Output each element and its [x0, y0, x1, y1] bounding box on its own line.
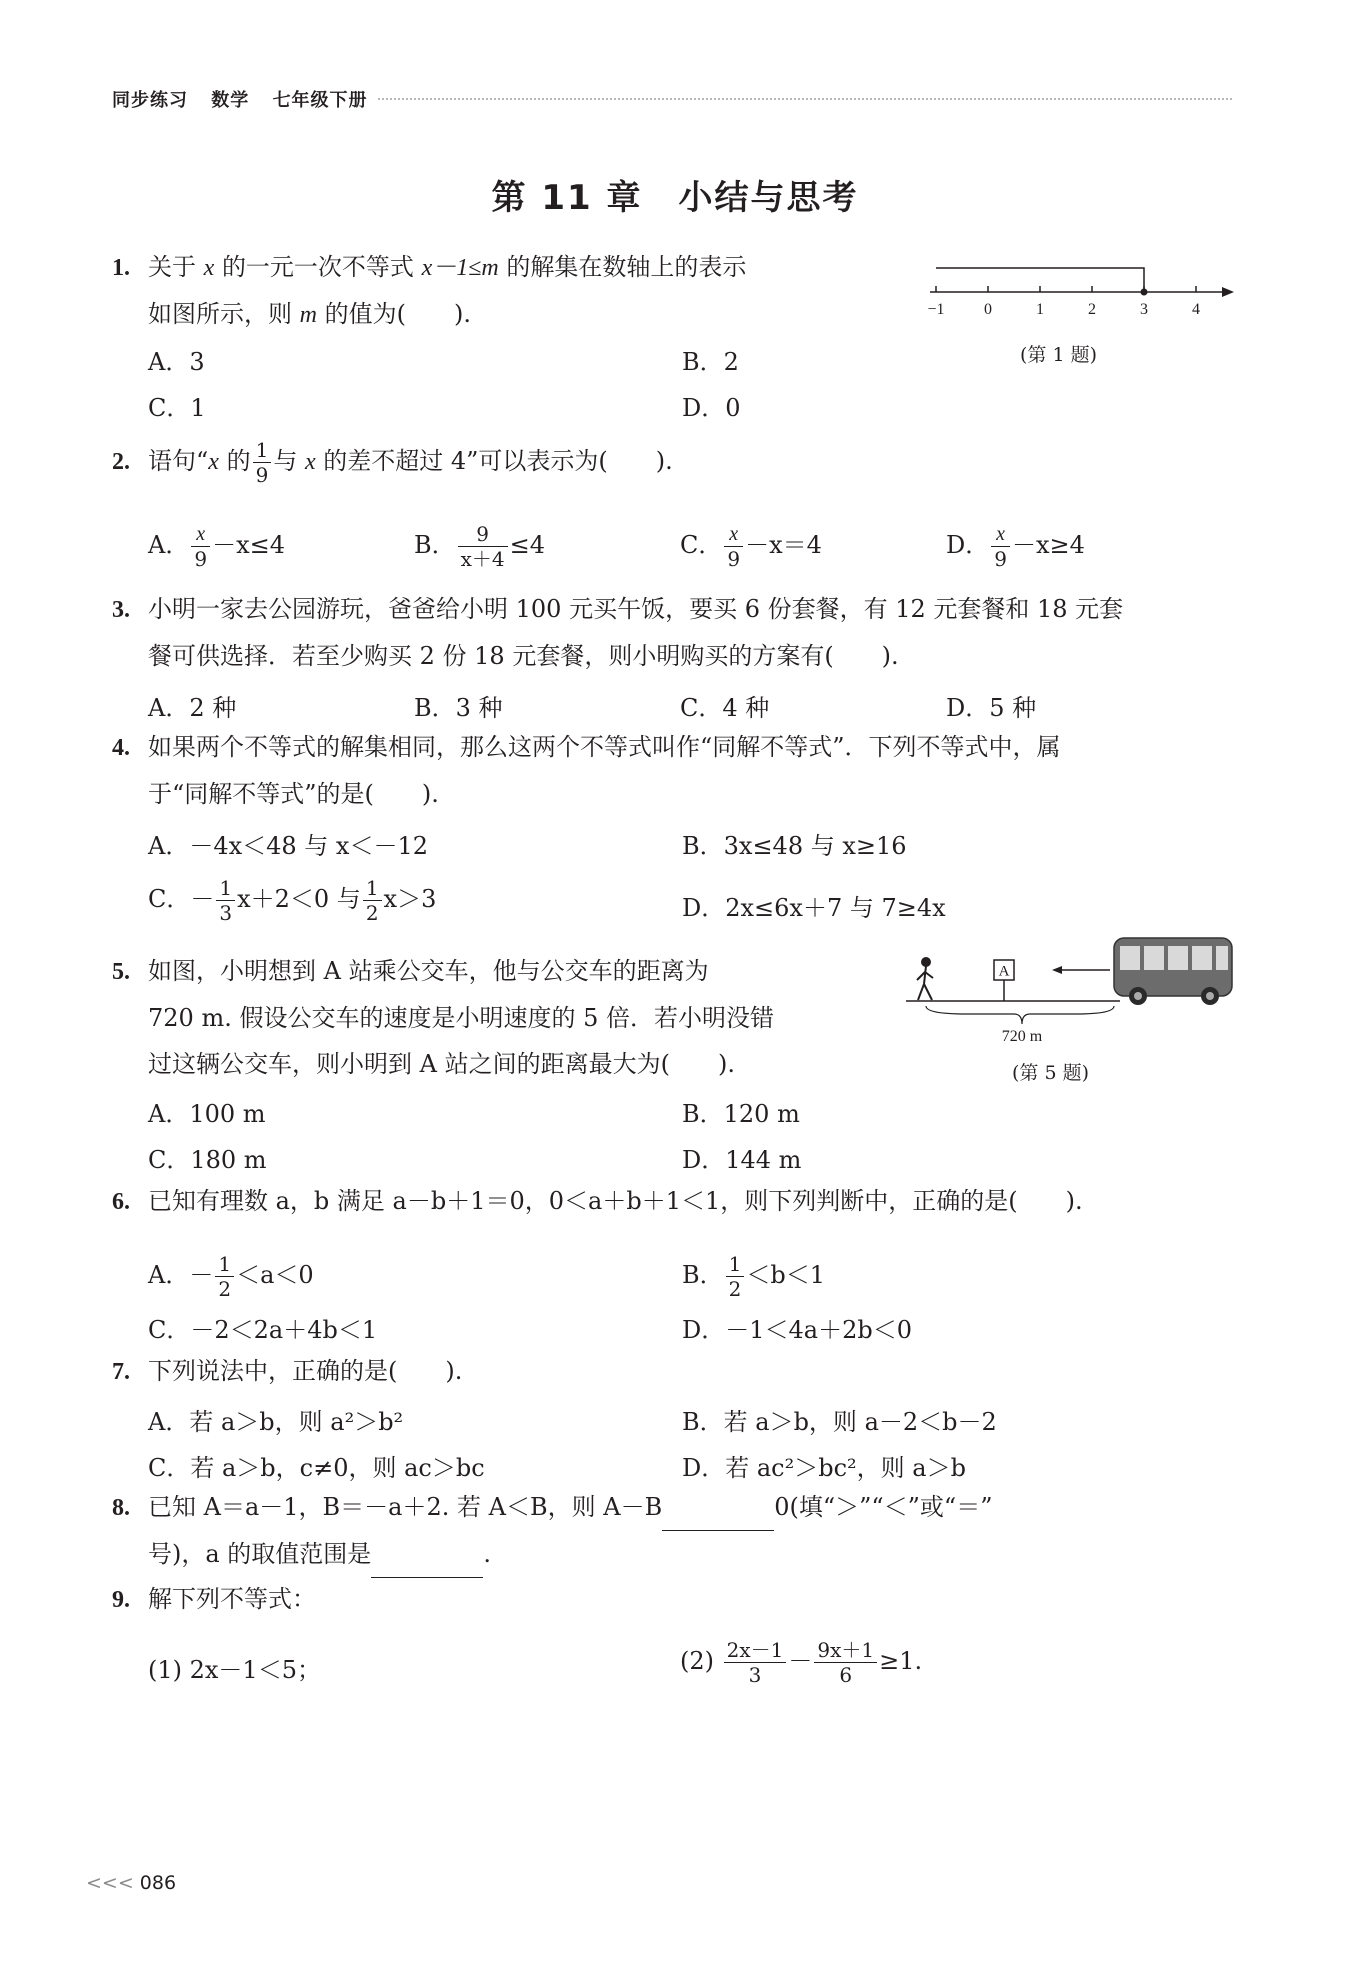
q2-text: 的: [226, 447, 251, 475]
header-grade: 七年级下册: [272, 90, 368, 111]
fraction-numerator: 1: [363, 876, 382, 901]
option-label: C．－: [148, 885, 215, 913]
question-number: 1.: [112, 255, 130, 281]
number-line-tick-label: 2: [1088, 301, 1096, 318]
number-line-tick-label: 4: [1192, 301, 1200, 318]
question-4: [112, 724, 1061, 817]
running-header: [112, 86, 384, 112]
option-label: A．: [148, 531, 190, 559]
question-number: 7.: [112, 1359, 130, 1385]
header-subject: 数学: [211, 90, 250, 111]
q4-line1: [112, 724, 1061, 771]
bus-stop-figure: [906, 928, 1240, 1048]
option-fraction: [458, 522, 508, 571]
number-line-tick-label: 0: [984, 301, 992, 318]
number-line-figure: [900, 252, 1240, 332]
q2-text: 与: [273, 447, 298, 475]
question-number: 8.: [112, 1495, 130, 1521]
fraction-denominator: 3: [748, 1663, 762, 1687]
option-fraction: [991, 522, 1010, 571]
q3-option-a: A．2 种: [148, 694, 237, 722]
fraction-denominator: 2: [365, 901, 379, 925]
fraction-numerator: 2x－1: [724, 1638, 787, 1663]
fraction-numerator: 1: [216, 876, 235, 901]
q4-option-b: B．3x≤48 与 x≥16: [682, 832, 907, 860]
option-tail: ＜b＜1: [746, 1261, 826, 1289]
distance-label: 720 m: [1001, 1028, 1043, 1045]
q5-option-b: B．120 m: [682, 1100, 800, 1128]
page-title: 第 11 章 小结与思考: [491, 178, 859, 218]
q1-var: x: [203, 255, 215, 281]
option-fraction: [726, 1252, 745, 1301]
q6-option-a: [148, 1252, 314, 1301]
q4-option-a: A．－4x＜48 与 x＜－12: [148, 832, 429, 860]
chevrons-left-icon: <<<: [86, 1872, 134, 1894]
q2-fraction: [253, 438, 272, 487]
q8-text: 号)，a 的取值范围是: [148, 1540, 372, 1568]
question-2: [112, 438, 673, 487]
option-label: C．: [680, 531, 723, 559]
q1-expression: x－1≤m: [421, 255, 499, 281]
q1-option-b: B．2: [682, 348, 739, 376]
header-series: 同步练习: [112, 90, 188, 111]
option-label: A．－: [148, 1261, 214, 1289]
option-tail: －x＝4: [745, 531, 822, 559]
walking-person-icon: [917, 958, 933, 1000]
q4-option-d: D．2x≤6x＋7 与 7≥4x: [682, 894, 946, 922]
question-number: 5.: [112, 959, 130, 985]
fraction-numerator: x: [191, 522, 210, 547]
question-number: 4.: [112, 735, 130, 761]
q5-option-a: A．100 m: [148, 1100, 266, 1128]
fraction-numerator: 9x＋1: [814, 1638, 877, 1663]
q4-text: 如果两个不等式的解集相同，那么这两个不等式叫作“同解不等式”．下列不等式中，属: [148, 733, 1061, 761]
q6-text: 已知有理数 a，b 满足 a－b＋1＝0，0＜a＋b＋1＜1，则下列判断中，正确的是( ).: [148, 1187, 1083, 1215]
minus-sign: －: [788, 1647, 813, 1675]
q1-option-a: A．3: [148, 348, 205, 376]
option-tail: －x≤4: [212, 531, 285, 559]
option-fraction: [363, 876, 382, 925]
question-5: [112, 948, 774, 1087]
q5-option-c: C．180 m: [148, 1146, 267, 1174]
option-label: B．: [682, 1261, 724, 1289]
q5-line3: 过这辆公交车，则小明到 A 站之间的距离最大为( ).: [148, 1050, 735, 1078]
q1-var: m: [299, 302, 317, 328]
number-line-tick-label: 3: [1140, 301, 1148, 318]
page-number: [86, 1872, 176, 1894]
bus-icon: [1114, 938, 1232, 1005]
option-text: x＋2＜0 与: [237, 885, 361, 913]
fraction-denominator: 2: [728, 1277, 742, 1301]
q3-option-d: D．5 种: [946, 694, 1037, 722]
bus-direction-arrowhead: [1052, 966, 1062, 974]
q3-line2: 餐可供选择．若至少购买 2 份 18 元套餐，则小明购买的方案有( ).: [148, 642, 899, 670]
number-line-tick-label: 1: [1036, 301, 1044, 318]
q8-text: .: [483, 1540, 491, 1568]
fraction-denominator: 2: [218, 1277, 232, 1301]
q1-text: 的值为( ).: [324, 300, 471, 328]
q2-var: x: [208, 449, 219, 475]
q2-option-d: [946, 522, 1085, 571]
option-tail: ≤4: [509, 531, 546, 559]
q3-line1: [112, 586, 1123, 633]
q1-text: 的一元一次不等式: [221, 253, 414, 281]
q5-text: 如图，小明想到 A 站乘公交车，他与公交车的距离为: [148, 957, 709, 985]
q2-text: 的差不超过 4”可以表示为( ).: [323, 447, 673, 475]
q2-var: x: [304, 449, 316, 475]
number-line-arrow: [1222, 287, 1234, 297]
answer-blank[interactable]: [371, 1531, 483, 1578]
q1-option-c: C．1: [148, 394, 206, 422]
distance-brace: [926, 1006, 1114, 1024]
q9-part-1: (1) 2x－1＜5；: [148, 1656, 321, 1684]
option-label: D．: [946, 531, 990, 559]
q1-text: 关于: [148, 253, 196, 281]
bus-stop-label: A: [998, 963, 1010, 980]
q6-option-b: [682, 1252, 825, 1301]
q7-option-c: C．若 a＞b，c≠0，则 ac＞bc: [148, 1454, 485, 1482]
option-label: B．: [414, 531, 456, 559]
q5-option-d: D．144 m: [682, 1146, 802, 1174]
q9-part-2: [680, 1638, 922, 1687]
question-9: [112, 1576, 316, 1623]
q1-text: 如图所示，则: [148, 300, 292, 328]
part-fraction: [724, 1638, 787, 1687]
question-7: [112, 1348, 462, 1395]
fraction-denominator: 9: [194, 547, 208, 571]
option-fraction: [216, 876, 235, 925]
q4-line2: 于“同解不等式”的是( ).: [148, 780, 439, 808]
q8-text: 0(填“＞”“＜”或“＝”: [774, 1493, 993, 1521]
fraction-denominator: 9: [255, 463, 269, 487]
fraction-numerator: 1: [253, 438, 272, 463]
fraction-denominator: 9: [994, 547, 1007, 571]
q4-option-c: [148, 876, 436, 925]
q7-text: 下列说法中，正确的是( ).: [148, 1357, 463, 1385]
q8-text: 已知 A＝a－1，B＝－a＋2. 若 A＜B，则 A－B: [148, 1493, 663, 1521]
option-tail: ＜a＜0: [236, 1261, 314, 1289]
q2-option-c: [680, 522, 822, 571]
q5-figure-caption: (第 5 题): [1012, 1062, 1089, 1084]
question-3: [112, 586, 1123, 679]
fraction-numerator: 1: [215, 1252, 234, 1277]
q6-option-c: C．－2＜2a＋4b＜1: [148, 1316, 378, 1344]
q5-line2: 720 m. 假设公交车的速度是小明速度的 5 倍．若小明没错: [148, 1004, 774, 1032]
q7-option-a: A．若 a＞b，则 a²＞b²: [148, 1408, 404, 1436]
q9-text: 解下列不等式：: [148, 1585, 316, 1613]
q1-line2: [112, 291, 746, 338]
q8-line1: [112, 1484, 992, 1531]
question-6: [112, 1178, 1083, 1225]
answer-blank[interactable]: [662, 1484, 774, 1531]
q2-option-b: [414, 522, 545, 571]
option-fraction: [215, 1252, 234, 1301]
question-number: 9.: [112, 1587, 130, 1613]
option-tail: －x≥4: [1011, 531, 1085, 559]
question-number: 3.: [112, 597, 130, 623]
page-number-text: 086: [139, 1872, 177, 1894]
q1-option-d: D．0: [682, 394, 741, 422]
solution-endpoint-dot: [1141, 289, 1148, 296]
header-divider: [378, 98, 1232, 100]
fraction-denominator: 3: [219, 901, 233, 925]
fraction-denominator: 9: [727, 547, 741, 571]
q3-option-b: B．3 种: [414, 694, 503, 722]
q6-option-d: D．－1＜4a＋2b＜0: [682, 1316, 912, 1344]
q7-option-d: D．若 ac²＞bc²，则 a＞b: [682, 1454, 966, 1482]
q1-line1: [112, 244, 746, 291]
q2-text: 语句“: [148, 447, 209, 475]
option-tail: x＞3: [383, 885, 437, 913]
question-number: 2.: [112, 449, 130, 475]
option-fraction: [191, 522, 210, 571]
question-8: [112, 1484, 992, 1578]
fraction-numerator: x: [991, 522, 1010, 547]
option-fraction: [724, 522, 743, 571]
q1-figure-caption: (第 1 题): [1020, 344, 1097, 366]
part-label: (2): [680, 1647, 714, 1675]
q8-line2: [112, 1531, 992, 1578]
fraction-denominator: 6: [839, 1663, 853, 1687]
fraction-numerator: 9: [458, 522, 508, 547]
question-number: 6.: [112, 1189, 130, 1215]
q2-option-a: [148, 522, 285, 571]
q3-text: 小明一家去公园游玩，爸爸给小明 100 元买午饭，要买 6 份套餐，有 12 元套餐和 18 元套: [148, 595, 1124, 623]
fraction-numerator: 1: [726, 1252, 745, 1277]
q7-option-b: B．若 a＞b，则 a－2＜b－2: [682, 1408, 997, 1436]
q5-line1: [112, 948, 774, 995]
fraction-numerator: x: [724, 522, 743, 547]
number-line-tick-label: −1: [927, 301, 945, 318]
q3-option-c: C．4 种: [680, 694, 770, 722]
part-tail: ≥1.: [879, 1647, 923, 1675]
fraction-denominator: x＋4: [460, 547, 505, 571]
question-1: [112, 244, 746, 338]
part-fraction: [814, 1638, 877, 1687]
q1-text: 的解集在数轴上的表示: [506, 253, 747, 281]
